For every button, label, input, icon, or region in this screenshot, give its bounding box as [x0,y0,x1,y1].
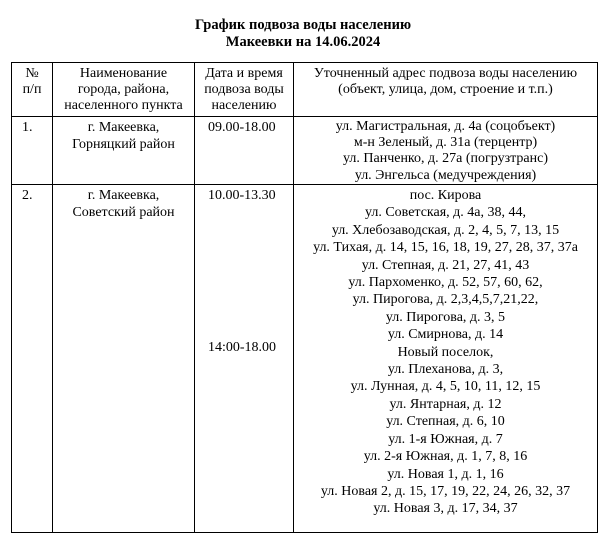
header-number: № п/п [22,66,42,97]
row-2-place: г. Макеевка, Советский район [72,188,175,221]
address-line: ул. Пирогова, д. 2,3,4,5,7,21,22, [352,292,539,308]
row-1-addresses [294,119,597,184]
address-line: ул. Смирнова, д. 14 [387,327,504,343]
address-line: ул. Степная, д. 6, 10 [386,414,505,430]
row-2-number: 2. [22,188,33,203]
address-line: ул. 1-я Южная, д. 7 [388,431,503,447]
row-1-place: г. Макеевка, Горняцкий район [72,120,175,153]
address-line: м-н Зеленый, д. 31а (терцентр) [353,135,538,151]
row-2-addresses [294,187,597,518]
header-address: Уточненный адрес подвоза воды населению (объект, улица, дом, строение и т.п.) [313,66,578,97]
document-title-line-1: График подвоза воды населению [194,17,412,33]
address-line: пос. Кирова [409,188,482,203]
header-place: Наименование города, района, населенного пункта [64,66,183,113]
address-line: ул. Пархоменко, д. 52, 57, 60, 62, [348,275,543,291]
address-line: ул. Янтарная, д. 12 [389,396,502,412]
address-line: Новый поселок, [397,344,494,360]
address-line: ул. Пирогова, д. 3, 5 [385,309,506,325]
document-title-line-2: Макеевки на 14.06.2024 [225,34,381,50]
address-line: ул. Магистральная, д. 4а (соцобъект) [335,119,556,134]
address-line: ул. Лунная, д. 4, 5, 10, 11, 12, 15 [350,379,541,395]
row-2-time-first: 10.00-13.30 [208,188,276,203]
address-line: ул. Новая 2, д. 15, 17, 19, 22, 24, 26, 32, 37 [320,483,571,499]
address-line: ул. Новая 1, д. 1, 16 [387,466,504,482]
address-line: ул. 2-я Южная, д. 1, 7, 8, 16 [363,449,528,465]
address-line: ул. Тихая, д. 14, 15, 16, 18, 19, 27, 28, 37, 37а [313,240,578,256]
address-line: ул. Степная, д. 21, 27, 41, 43 [361,257,530,273]
address-line: ул. Советская, д. 4а, 38, 44, [364,205,527,221]
address-line: ул. Плеханова, д. 3, [387,362,504,378]
row-1-number: 1. [22,120,33,135]
address-line: ул. Хлебозаводская, д. 2, 4, 5, 7, 13, 15 [331,222,560,238]
address-line: ул. Панченко, д. 27а (погрузтранс) [343,151,548,167]
header-time: Дата и время подвоза воды населению [204,66,284,113]
row-1-time: 09.00-18.00 [208,120,276,135]
address-line: ул. Энгельса (медучреждения) [354,167,537,183]
row-2-time-second: 14:00-18.00 [208,340,277,355]
address-line: ул. Новая 3, д. 17, 34, 37 [373,501,518,517]
